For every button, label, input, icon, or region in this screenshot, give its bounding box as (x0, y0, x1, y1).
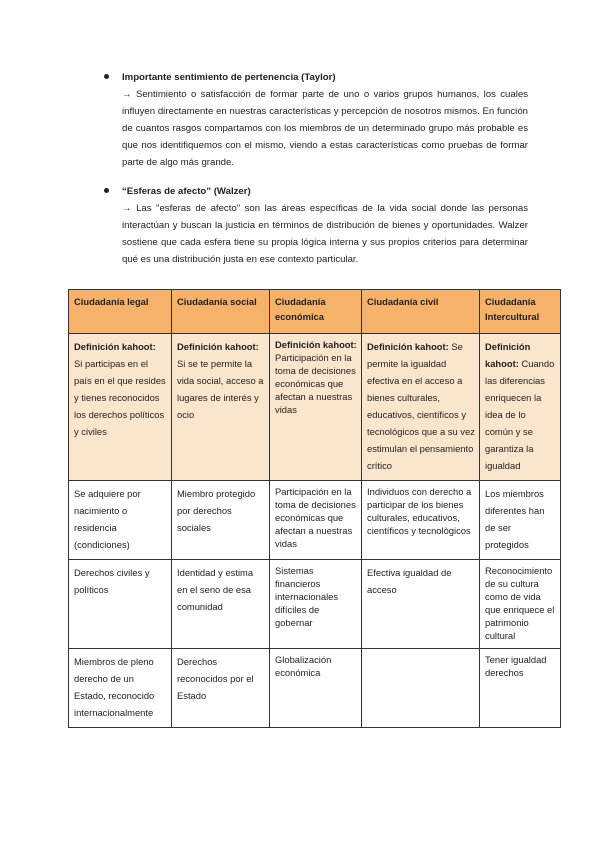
definition-label: Definición kahoot: (485, 341, 531, 369)
table-cell (362, 649, 480, 728)
bullet-list (104, 70, 528, 268)
bullet-text: → Las "esferas de afecto" son las áreas específicas de la vida social donde las personas interactúan y buscan la justicia en términos de distribución de bienes y oportunidades. Walzer sostiene que cada esfera tiene su propia lógica interna y sus propios criterios para determinar qué es una distribución justa en ese contexto particular. (122, 203, 528, 265)
bullet-title: “Esferas de afecto” (Walzer) (122, 186, 251, 197)
table-cell (172, 334, 270, 481)
table-cell: Identidad y estima en el seno de esa comunidad (172, 560, 270, 649)
table-cell: Efectiva igualdad de acceso (362, 560, 480, 649)
bullet-item-walzer (104, 184, 528, 268)
table-cell: Se adquiere por nacimiento o residencia (condiciones) (69, 481, 172, 560)
header-ciudadania-intercultural: Ciudadanía Intercultural (480, 290, 561, 334)
table-cell: Derechos civiles y políticos (69, 560, 172, 649)
bullet-dot-icon (104, 74, 109, 79)
definition-text: Cuando las diferencias enriquecen la idea de lo común y se garantiza la igualdad (485, 358, 555, 471)
bullet-dot-icon (104, 188, 109, 193)
table-cell (270, 334, 362, 481)
definition-label: Definición kahoot: (74, 341, 156, 352)
table-cell (362, 334, 480, 481)
header-ciudadania-civil: Ciudadanía civil (362, 290, 480, 334)
header-ciudadania-economica: Ciudadanía económica (270, 290, 362, 334)
definition-row (69, 334, 561, 481)
definition-label: Definición kahoot: (367, 341, 449, 352)
citizenship-table (68, 289, 561, 728)
table-cell: Individuos con derecho a participar de los bienes culturales, educativos, científicos y tecnològicos (362, 481, 480, 560)
bullet-text: → Sentimiento o satisfacción de formar parte de uno o varios grupos humanos, los cuales influyen directamente en nuestras características y percepción de nosotros mismos. En función de cuantos rasgos compartamos con los miembros de un determinado grupo más probable es que nos identifiquemos con el mismo, viendo a estas características como pruebas de formar parte de algo más grande. (122, 89, 528, 168)
table-cell: Derechos reconocidos por el Estado (172, 649, 270, 728)
definition-label: Definición kahoot: (177, 341, 259, 352)
table-cell: Miembros de pleno derecho de un Estado, reconocido internacionalmente (69, 649, 172, 728)
table-row (69, 649, 561, 728)
table-cell (69, 334, 172, 481)
table-cell: Participación en la toma de decisiones económicas que afectan a nuestras vidas (270, 481, 362, 560)
table-cell: Reconocimiento de su cultura como de vida que enriquece el patrimonio cultural (480, 560, 561, 649)
bullet-title: Importante sentimiento de pertenencia (Taylor) (122, 72, 336, 83)
header-ciudadania-social: Ciudadanía social (172, 290, 270, 334)
table-row (69, 560, 561, 649)
table-cell: Miembro protegido por derechos sociales (172, 481, 270, 560)
header-ciudadania-legal: Ciudadanía legal (69, 290, 172, 334)
table-cell (480, 334, 561, 481)
definition-label: Definición kahoot: (275, 339, 357, 350)
table-cell: Globalización económica (270, 649, 362, 728)
table-cell: Tener igualdad derechos (480, 649, 561, 728)
definition-text: Participación en la toma de decisiones económicas que afectan a nuestras vidas (275, 352, 356, 415)
definition-text: Se permite la igualdad efectiva en el acceso a bienes culturales, educativos, científicos y tecnológicos que a su vez estimulan el pensamiento crítico (367, 341, 475, 471)
table-row (69, 481, 561, 560)
definition-text: Si participas en el país en el que resides y tienes reconocidos los derechos políticos y civiles (74, 358, 166, 437)
definition-text: Si se te permite la vida social, acceso a lugares de interés y ocio (177, 358, 264, 420)
table-cell: Los miembros diferentes han de ser protegidos (480, 481, 561, 560)
table-cell: Sistemas financieros internacionales difíciles de gobernar (270, 560, 362, 649)
table-header-row (69, 290, 561, 334)
bullet-item-taylor (104, 70, 528, 171)
